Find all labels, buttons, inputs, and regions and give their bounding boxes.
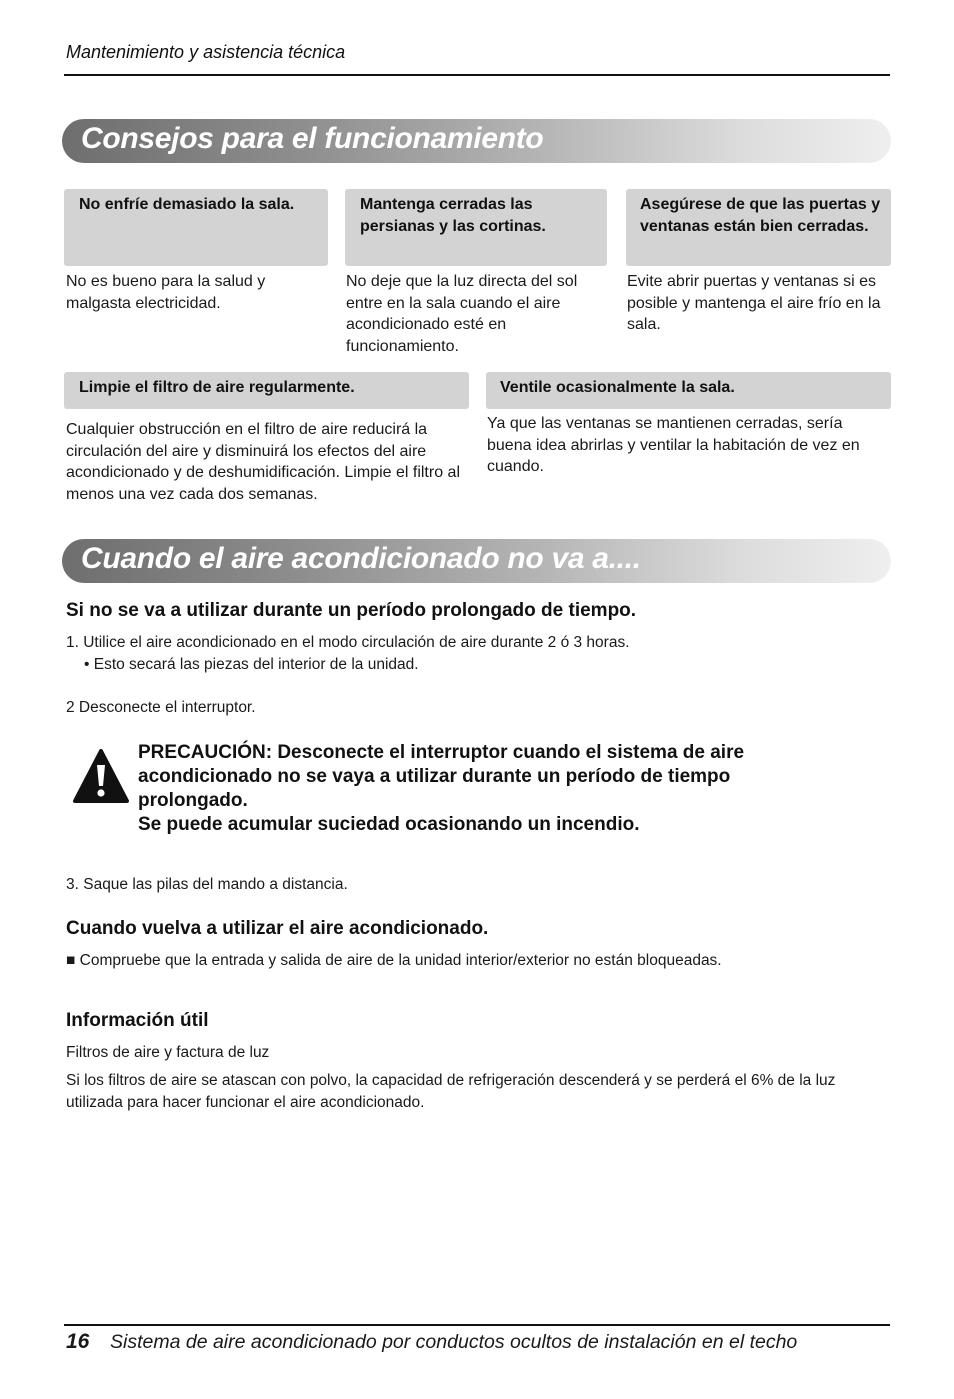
section-bar-not-used bbox=[62, 539, 891, 583]
reuse-heading: Cuando vuelva a utilizar el aire acondicionado. bbox=[66, 918, 489, 939]
tip-text: No es bueno para la salud y malgasta electricidad. bbox=[66, 273, 266, 312]
step-1: 1. Utilice el aire acondicionado en el modo circulación de aire durante 2 ó 3 horas. bbox=[66, 634, 630, 651]
long-period-heading: Si no se va a utilizar durante un período prolongado de tiempo. bbox=[66, 600, 637, 621]
footer-rule bbox=[64, 1324, 890, 1326]
page-number: 16 bbox=[66, 1330, 90, 1353]
running-header: Mantenimiento y asistencia técnica bbox=[66, 42, 346, 62]
tip-text: Ya que las ventanas se mantienen cerradas, sería buena idea abrirlas y ventilar la habitación de vez en cuando. bbox=[487, 415, 860, 476]
section-title-tips: Consejos para el funcionamiento bbox=[81, 122, 544, 155]
tip-text: No deje que la luz directa del sol entre en la sala cuando el aire acondicionado esté en funcionamiento. bbox=[346, 273, 578, 355]
info-line-1: Filtros de aire y factura de luz bbox=[66, 1044, 270, 1061]
tip-text: Cualquier obstrucción en el filtro de aire reducirá la circulación del aire y disminuirá los efectos del aire acondicionado y de deshumidificación. Limpie el filtro al menos una vez cada dos semanas. bbox=[66, 421, 460, 503]
caution-text bbox=[138, 741, 798, 837]
info-heading: Información útil bbox=[66, 1010, 209, 1031]
tip-heading-box: Ventile ocasionalmente la sala. bbox=[486, 372, 891, 409]
step-2: 2 Desconecte el interruptor. bbox=[66, 699, 256, 716]
tip-text: Evite abrir puertas y ventanas si es posible y mantenga el aire frío en la sala. bbox=[627, 273, 881, 334]
footer-title: Sistema de aire acondicionado por conductos ocultos de instalación en el techo bbox=[110, 1331, 798, 1353]
tip-heading-box: Mantenga cerradas las persianas y las cortinas. bbox=[345, 189, 607, 266]
section-bar-tips bbox=[62, 119, 891, 163]
reuse-item: ■ Compruebe que la entrada y salida de aire de la unidad interior/exterior no están bloqueadas. bbox=[66, 952, 722, 969]
info-line-2: Si los filtros de aire se atascan con polvo, la capacidad de refrigeración descenderá y se perderá el 6% de la luz utilizada para hacer funcionar el aire acondicionado. bbox=[66, 1072, 836, 1111]
section-title-not-used: Cuando el aire acondicionado no va a.... bbox=[81, 542, 641, 575]
step-3: 3. Saque las pilas del mando a distancia. bbox=[66, 876, 348, 893]
caution-line-2: Se puede acumular suciedad ocasionando un incendio. bbox=[138, 814, 640, 835]
tip-heading-box: Limpie el filtro de aire regularmente. bbox=[64, 372, 469, 409]
caution-line-1: PRECAUCIÓN: Desconecte el interruptor cuando el sistema de aire acondicionado no se vaya a utilizar durante un período de tiempo prolongado. bbox=[138, 742, 745, 811]
step-1-bullet: • Esto secará las piezas del interior de la unidad. bbox=[84, 656, 419, 673]
tip-heading-box: No enfríe demasiado la sala. bbox=[64, 189, 328, 266]
warning-icon bbox=[72, 748, 130, 804]
tip-heading-box: Asegúrese de que las puertas y ventanas están bien cerradas. bbox=[626, 189, 891, 266]
header-rule bbox=[64, 74, 890, 76]
